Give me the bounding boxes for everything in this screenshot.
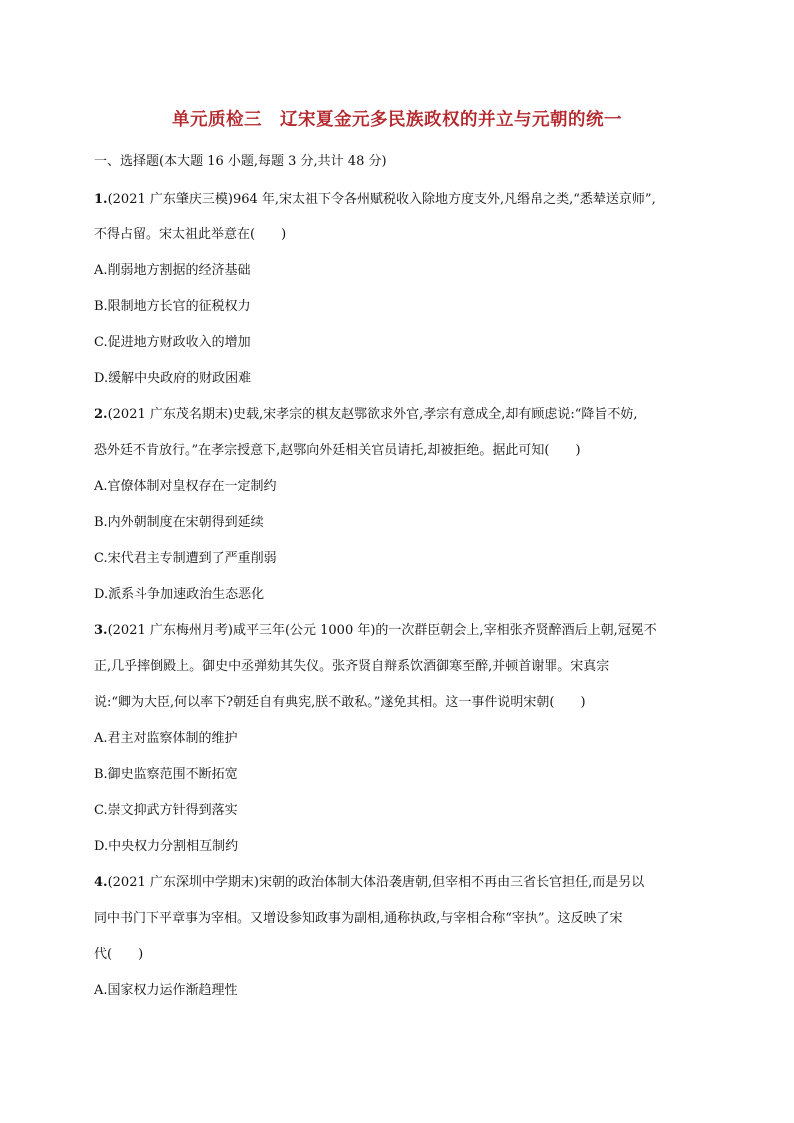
question-4-option-a: A.国家权力运作渐趋理性 — [94, 983, 238, 998]
section-heading: 一、选择题(本大题 16 小题,每题 3 分,共计 48 分) — [94, 154, 387, 169]
question-2-option-d: D.派系斗争加速政治生态恶化 — [94, 587, 265, 602]
question-3-stem-line-3: 说:“卿为大臣,何以率下?朝廷自有典宪,朕不敢私。”遂免其相。这一事件说明宋朝( ) — [94, 695, 586, 710]
question-4-stem-line-3: 代( ) — [94, 947, 144, 962]
question-3-option-d: D.中央权力分割相互制约 — [94, 839, 239, 854]
question-2-stem-line-1: 2.(2021 广东茂名期末)史载,宋孝宗的棋友赵鄂欲求外官,孝宗有意成全,却有顾虑说:“降旨不妨, — [94, 407, 638, 422]
question-3-option-c: C.崇文抑武方针得到落实 — [94, 803, 238, 818]
question-number: 2. — [94, 407, 108, 422]
question-2-stem-line-2: 恐外廷不肯放行。”在孝宗授意下,赵鄂向外廷相关官员请托,却被拒绝。据此可知( ) — [94, 443, 581, 458]
question-1-option-d: D.缓解中央政府的财政困难 — [94, 371, 252, 386]
question-2-option-c: C.宋代君主专制遭到了严重削弱 — [94, 551, 277, 566]
question-2-option-b: B.内外朝制度在宋朝得到延续 — [94, 515, 264, 530]
question-number: 3. — [94, 623, 108, 638]
question-1-stem-line-1: 1.(2021 广东肇庆三模)964 年,宋太祖下令各州赋税收入除地方度支外,凡缗帛之类,“悉辇送京师”, — [94, 192, 656, 207]
question-4-stem-line-2: 同中书门下平章事为宰相。又增设参知政事为副相,通称执政,与宰相合称“宰执”。这反映了宋 — [94, 911, 623, 926]
page-title: 单元质检三 辽宋夏金元多民族政权的并立与元朝的统一 — [172, 110, 622, 130]
question-3-option-b: B.御史监察范围不断拓宽 — [94, 767, 238, 782]
question-number: 1. — [94, 192, 108, 207]
question-1-option-c: C.促进地方财政收入的增加 — [94, 335, 251, 350]
question-1-option-b: B.限制地方长官的征税权力 — [94, 299, 251, 314]
question-2-option-a: A.官僚体制对皇权存在一定制约 — [94, 479, 277, 494]
question-1-option-a: A.削弱地方割据的经济基础 — [94, 263, 251, 278]
question-3-stem-line-2: 正,几乎摔倒殿上。御史中丞弹劾其失仪。张齐贤自辩系饮酒御寒至醉,并顿首谢罪。宋真宗 — [94, 659, 610, 674]
question-3-option-a: A.君主对监察体制的维护 — [94, 731, 238, 746]
question-4-stem-line-1: 4.(2021 广东深圳中学期末)宋朝的政治体制大体沿袭唐朝,但宰相不再由三省长官担任,而是另以 — [94, 875, 645, 890]
question-1-stem-line-2: 不得占留。宋太祖此举意在( ) — [94, 227, 287, 242]
question-3-stem-line-1: 3.(2021 广东梅州月考)咸平三年(公元 1000 年)的一次群臣朝会上,宰相张齐贤醉酒后上朝,冠冕不 — [94, 623, 657, 638]
question-number: 4. — [94, 875, 108, 890]
